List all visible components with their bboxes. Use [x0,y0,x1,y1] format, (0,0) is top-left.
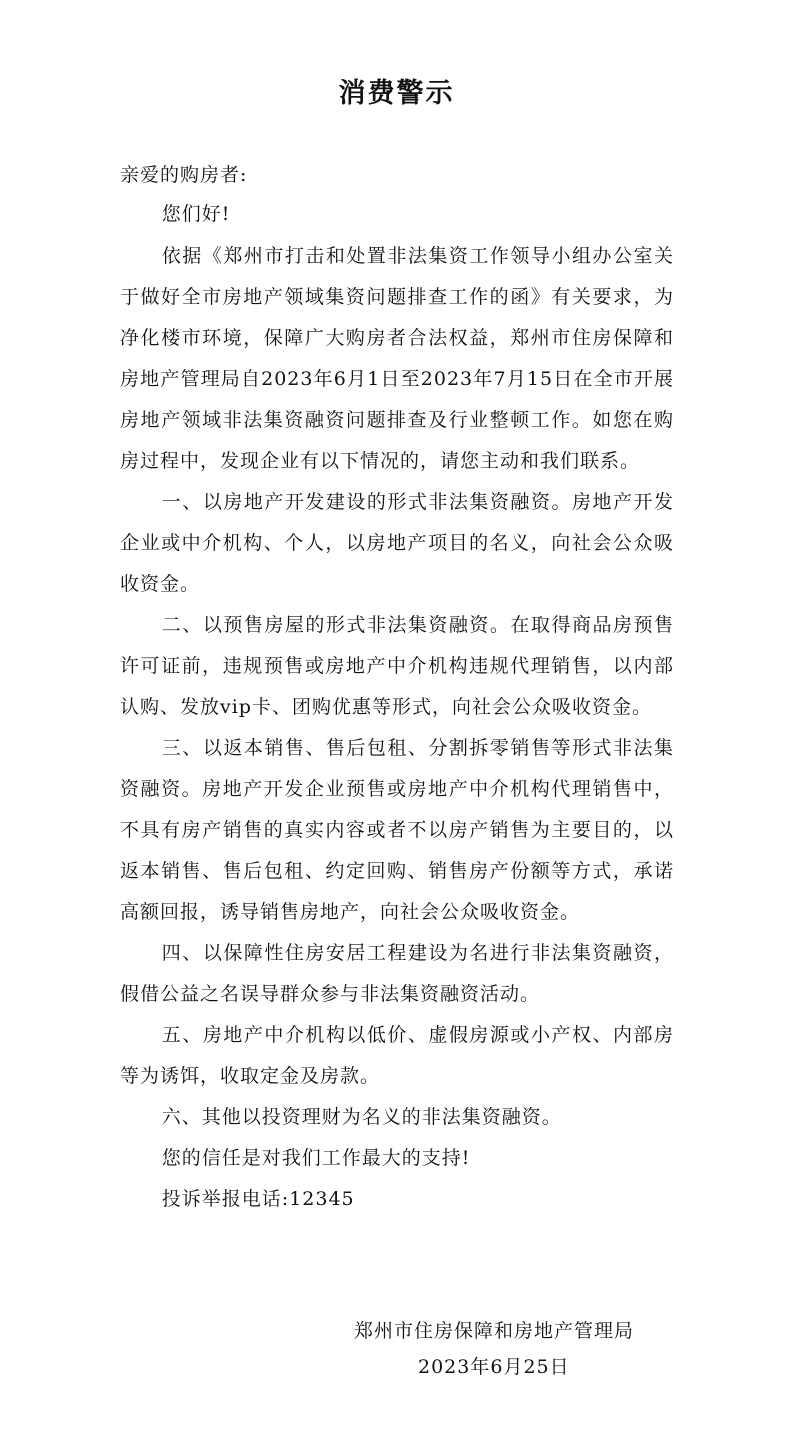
paragraph-item-1: 一、以房地产开发建设的形式非法集资融资。房地产开发企业或中介机构、个人，以房地产项目的名义，向社会公众吸收资金。 [120,491,674,595]
paragraph-thanks: 您的信任是对我们工作最大的支持! [161,1147,471,1169]
signature-organization: 郑州市住房保障和房地产管理局 [354,1320,635,1342]
paragraph-item-2: 二、以预售房屋的形式非法集资融资。在取得商品房预售许可证前，违规预售或房地产中介机构违规代理销售，以内部认购、发放vip卡、团购优惠等形式，向社会公众吸收资金。 [120,614,674,718]
paragraph-item-3: 三、以返本销售、售后包租、分割拆零销售等形式非法集资融资。房地产开发企业预售或房地产中介机构代理销售中，不具有房产销售的真实内容或者不以房产销售为主要目的，以返本销售、售后包租、约定回购、销售房产份额等方式，承诺高额回报，诱导销售房地产，向社会公众吸收资金。 [120,737,674,923]
paragraph-intro: 依据《郑州市打击和处置非法集资工作领导小组办公室关于做好全市房地产领域集资问题排查工作的函》有关要求，为净化楼市环境，保障广大购房者合法权益，郑州市住房保障和房地产管理局自2023年6月1日至2023年7月15日在全市开展房地产领域非法集资融资问题排查及行业整顿工作。如您在购房过程中，发现企业有以下情况的，请您主动和我们联系。 [120,245,674,472]
document-title: 消费警示 [338,78,455,109]
document-body [120,194,674,1220]
greeting: 您们好! [161,203,231,225]
salutation: 亲爱的购房者: [120,164,248,186]
paragraph-item-6: 六、其他以投资理财为名义的非法集资融资。 [161,1106,562,1128]
signature-date: 2023年6月25日 [418,1356,570,1378]
paragraph-item-4: 四、以保障性住房安居工程建设为名进行非法集资融资，假借公益之名误导群众参与非法集资融资活动。 [120,942,674,1005]
complaint-hotline: 投诉举报电话:12345 [161,1188,355,1210]
paragraph-item-5: 五、房地产中介机构以低价、虚假房源或小产权、内部房等为诱饵，收取定金及房款。 [120,1024,674,1087]
